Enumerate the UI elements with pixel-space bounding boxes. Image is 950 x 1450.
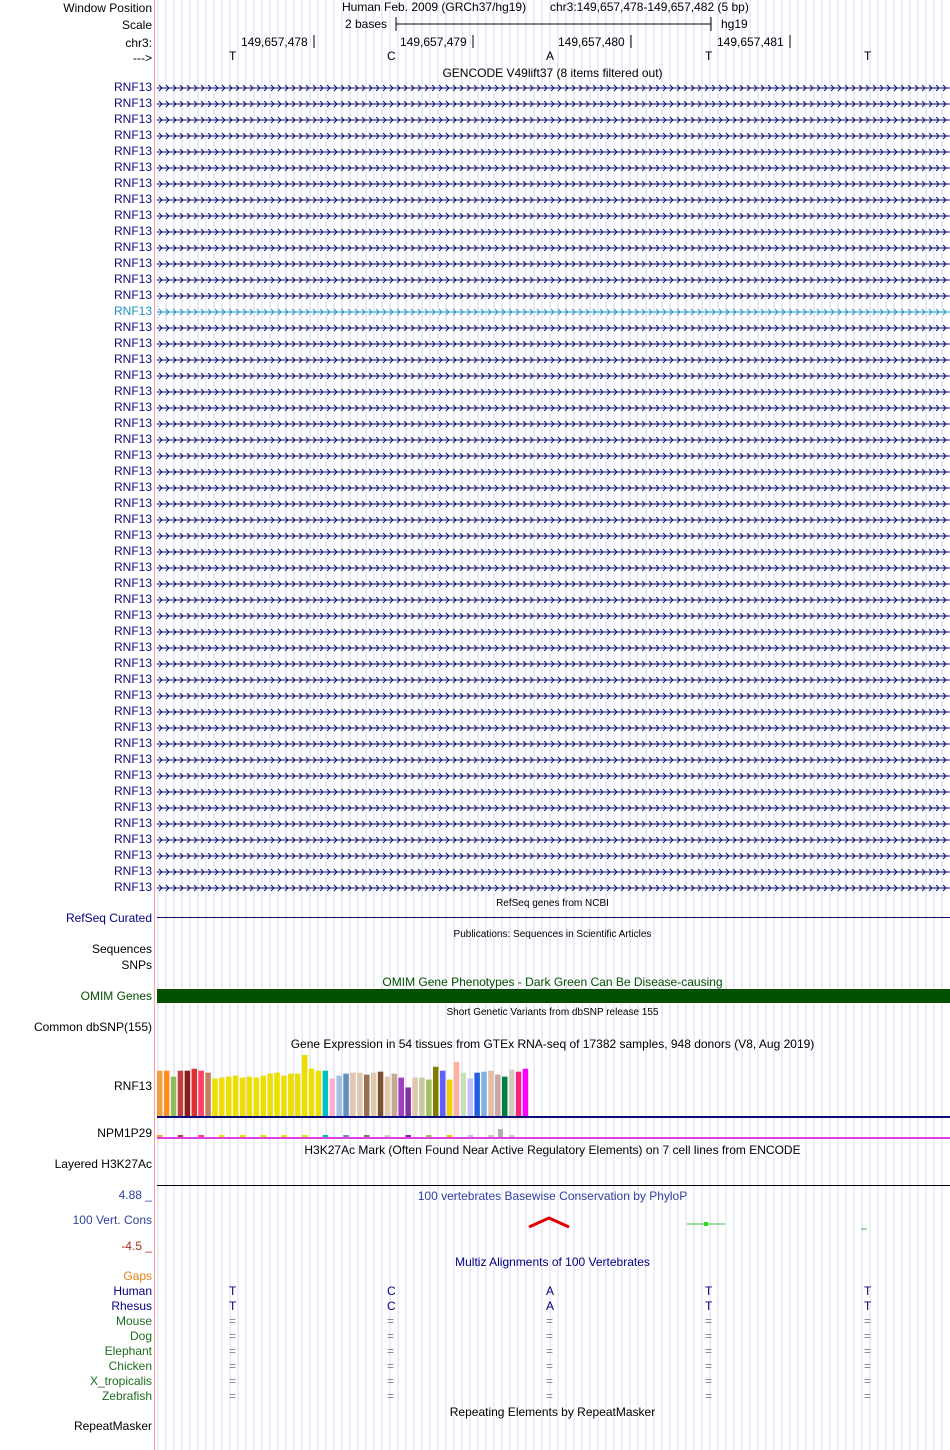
gtex-tissue-bar[interactable] [164,1071,170,1116]
gencode-transcript-label[interactable]: RNF13 [113,592,152,606]
gtex-tissue-bar[interactable] [498,1129,503,1137]
gtex-tissue-bar[interactable] [405,1087,411,1116]
gtex-tissue-bar[interactable] [205,1073,211,1116]
gencode-transcript-label[interactable]: RNF13 [113,320,152,334]
gtex-tissue-bar[interactable] [295,1074,301,1116]
gtex-track-title[interactable]: Gene Expression in 54 tissues from GTEx RNA-seq of 17382 samples, 948 donors (V8, Aug 2019) [290,1037,815,1051]
gtex-tissue-bar[interactable] [433,1067,439,1116]
region-text[interactable]: chr3:149,657,478-149,657,482 (5 bp) [550,0,749,14]
gencode-transcript-label[interactable]: RNF13 [113,288,152,302]
base-letter: C [387,49,396,63]
alignment-base: = [705,1374,713,1388]
gtex-track[interactable] [155,1050,950,1142]
gtex-tissue-bar[interactable] [461,1073,467,1116]
coord-label: 149,657,480 [558,35,625,49]
gencode-transcript-label[interactable]: RNF13 [113,336,152,350]
alignment-base: = [864,1344,872,1358]
gencode-transcript-label[interactable]: RNF13 [113,176,152,190]
gtex-tissue-bar[interactable] [330,1079,336,1116]
gencode-transcript-label[interactable]: RNF13 [113,848,152,862]
gencode-transcript-label[interactable]: RNF13 [113,640,152,654]
gtex-tissue-bar[interactable] [495,1075,501,1116]
gtex-tissue-bar[interactable] [281,1135,287,1137]
gtex-tissue-bar[interactable] [364,1135,370,1137]
gtex-tissue-bar[interactable] [364,1075,370,1116]
gtex-tissue-bar[interactable] [447,1080,453,1116]
alignment-base: = [387,1344,395,1358]
gtex-tissue-bar[interactable] [454,1062,460,1116]
gtex-tissue-bar[interactable] [378,1072,384,1116]
coord-label: 149,657,479 [400,35,467,49]
gencode-transcript-label[interactable]: RNF13 [113,880,152,894]
species-label[interactable]: Zebrafish [101,1389,152,1403]
gencode-transcript-label[interactable]: RNF13 [113,112,152,126]
gtex-tissue-bar[interactable] [516,1072,522,1116]
gtex-tissue-bar[interactable] [343,1074,349,1116]
gtex-tissue-bar[interactable] [219,1078,225,1116]
alignment-base: T [864,1284,872,1298]
alignment-base: = [229,1314,237,1328]
gtex-tissue-bar[interactable] [198,1135,204,1137]
gencode-transcript-label[interactable]: RNF13 [113,512,152,526]
gtex-tissue-bar[interactable] [426,1080,432,1116]
repeatmasker-track-title[interactable]: Repeating Elements by RepeatMasker [449,1405,656,1419]
alignment-base: T [705,1284,713,1298]
gtex-tissue-bar[interactable] [240,1135,246,1137]
gencode-transcript-label[interactable]: RNF13 [113,560,152,574]
alignment-base: A [546,1284,555,1298]
gencode-transcript-label[interactable]: RNF13 [113,144,152,158]
gtex-tissue-bar[interactable] [523,1069,529,1116]
alignment-base: = [546,1359,554,1373]
alignment-base: = [546,1344,554,1358]
alignment-base: T [705,1299,713,1313]
publications-track-title[interactable]: Publications: Sequences in Scientific Articles [453,929,652,940]
chrom-label: chr3: [125,36,152,50]
coord-label: 149,657,478 [241,35,308,49]
gtex-tissue-bar[interactable] [212,1079,218,1116]
gtex-tissue-bar[interactable] [219,1135,225,1137]
alignment-base: = [229,1344,237,1358]
gencode-transcript-label[interactable]: RNF13 [113,800,152,814]
gtex-tissue-bar[interactable] [267,1074,273,1116]
gencode-transcript-label[interactable]: RNF13 [113,784,152,798]
phylop-peak [529,1218,569,1227]
alignment-base: = [387,1314,395,1328]
snps-label[interactable]: SNPs [121,958,152,972]
gtex-tissue-bar[interactable] [343,1135,349,1137]
base-letter: T [705,49,713,63]
refseq-label[interactable]: RefSeq Curated [65,911,152,925]
gtex-tissue-bar[interactable] [336,1076,342,1116]
alignment-base: = [546,1389,554,1403]
gencode-transcript-label[interactable]: RNF13 [113,720,152,734]
species-label[interactable]: X_tropicalis [89,1374,152,1388]
gtex-tissue-bar[interactable] [440,1071,446,1116]
alignment-base: = [864,1329,872,1343]
gencode-transcript-label[interactable]: RNF13 [113,208,152,222]
phylop-track-title[interactable]: 100 vertebrates Basewise Conservation by PhyloP [417,1189,688,1203]
gtex-tissue-bar[interactable] [474,1073,480,1116]
gtex-tissue-bar[interactable] [233,1076,239,1116]
gencode-transcript-label[interactable]: RNF13 [113,496,152,510]
gencode-transcript-label[interactable]: RNF13 [113,688,152,702]
db-text: hg19 [721,17,748,31]
alignment-base: = [546,1329,554,1343]
gencode-transcript-label[interactable]: RNF13 [113,368,152,382]
gtex-gene-label[interactable]: RNF13 [113,1079,152,1093]
gtex-tissue-bar[interactable] [157,1135,163,1137]
scale-text: 2 bases [345,17,388,31]
gtex-tissue-bar[interactable] [309,1069,315,1116]
phylop-mark [704,1222,708,1226]
gtex-tissue-bar[interactable] [350,1073,356,1116]
gtex-tissue-bar[interactable] [323,1071,329,1116]
gtex-tissue-bar[interactable] [468,1135,474,1137]
gencode-transcript-label[interactable]: RNF13 [113,432,152,446]
gencode-transcript-label[interactable]: RNF13 [113,96,152,110]
gtex-tissue-bar[interactable] [509,1070,515,1116]
alignment-base: C [387,1284,396,1298]
alignment-base: = [387,1374,395,1388]
species-label[interactable]: Rhesus [111,1299,152,1313]
gencode-transcript-label[interactable]: RNF13 [113,160,152,174]
alignment-base: = [864,1389,872,1403]
gtex-gene-label[interactable]: NPM1P29 [97,1126,152,1140]
gencode-transcript-label[interactable]: RNF13 [113,128,152,142]
gencode-transcript-label[interactable]: RNF13 [113,448,152,462]
gencode-transcript-label[interactable]: RNF13 [113,624,152,638]
gtex-tissue-bar[interactable] [261,1135,267,1137]
gtex-tissue-bar[interactable] [447,1135,453,1137]
gencode-transcript-label[interactable]: RNF13 [113,608,152,622]
refseq-track-title[interactable]: RefSeq genes from NCBI [496,898,609,909]
gtex-tissue-bar[interactable] [385,1135,391,1137]
phylop-min-label: -4.5 _ [121,1239,152,1253]
species-label[interactable]: Dog [129,1329,152,1343]
gaps-label[interactable]: Gaps [123,1269,152,1283]
gtex-tissue-bar[interactable] [371,1073,377,1116]
scale-label: Scale [121,18,152,32]
gtex-tissue-bar[interactable] [385,1077,391,1116]
gencode-transcript-label[interactable]: RNF13 [113,272,152,286]
gtex-tissue-bar[interactable] [399,1078,405,1116]
base-letter: T [864,49,872,63]
gencode-transcript-label[interactable]: RNF13 [113,816,152,830]
phylop-max-label: 4.88 _ [118,1188,152,1202]
gencode-transcript-label[interactable]: RNF13 [113,240,152,254]
alignment-base: = [705,1344,713,1358]
gtex-tissue-bar[interactable] [178,1071,184,1116]
gencode-transcript-label[interactable]: RNF13 [113,256,152,270]
gtex-tissue-bar[interactable] [171,1077,177,1116]
gtex-tissue-bar[interactable] [392,1074,398,1116]
gtex-tissue-bar[interactable] [185,1071,191,1116]
alignment-base: = [864,1314,872,1328]
gtex-tissue-bar[interactable] [192,1069,198,1116]
alignment-base: = [546,1314,554,1328]
gtex-tissue-bar[interactable] [247,1077,253,1116]
gencode-transcript-label[interactable]: RNF13 [113,672,152,686]
base-letter: A [546,49,555,63]
gtex-tissue-bar[interactable] [302,1055,308,1116]
gencode-transcript-label[interactable]: RNF13 [113,480,152,494]
gencode-transcript-label[interactable]: RNF13 [113,544,152,558]
gencode-track[interactable] [157,80,950,896]
refseq-line[interactable] [157,917,950,918]
gtex-tissue-bar[interactable] [357,1073,363,1116]
species-label[interactable]: Chicken [108,1359,152,1373]
gencode-transcript-label[interactable]: RNF13 [113,752,152,766]
alignment-base: = [229,1329,237,1343]
phylop-label[interactable]: 100 Vert. Cons [72,1213,152,1227]
alignment-base: A [546,1299,555,1313]
strand-label: ---> [133,51,152,65]
gtex-tissue-bar[interactable] [261,1076,267,1116]
gencode-transcript-label[interactable]: RNF13 [113,80,152,94]
gencode-transcript-label[interactable]: RNF13 [113,400,152,414]
gtex-tissue-bar[interactable] [468,1079,474,1116]
gtex-tissue-bar[interactable] [481,1072,487,1116]
alignment-base: C [387,1299,396,1313]
phylop-track[interactable] [155,1205,950,1255]
gtex-tissue-bar[interactable] [502,1077,508,1116]
alignment-base: = [229,1374,237,1388]
alignment-base: = [705,1389,713,1403]
h3k27ac-track-title[interactable]: H3K27Ac Mark (Often Found Near Active Regulatory Elements) on 7 cell lines from ENCODE [304,1143,801,1157]
gencode-transcript-label[interactable]: RNF13 [113,768,152,782]
gtex-tissue-bar[interactable] [281,1076,287,1116]
species-label[interactable]: Human [113,1284,152,1298]
gencode-track-title[interactable]: GENCODE V49lift37 (8 items filtered out) [442,66,663,80]
gtex-tissue-bar[interactable] [288,1074,294,1116]
alignment-base: T [864,1299,872,1313]
gtex-tissue-bar[interactable] [316,1071,322,1116]
alignment-base: = [864,1374,872,1388]
alignment-base: = [705,1329,713,1343]
alignment-base: = [705,1314,713,1328]
gtex-tissue-bar[interactable] [488,1071,494,1116]
species-label[interactable]: Mouse [115,1314,152,1328]
omim-bar[interactable] [157,989,950,1003]
gtex-tissue-bar[interactable] [488,1135,494,1137]
gtex-tissue-bar[interactable] [509,1135,515,1137]
gencode-transcript-label[interactable]: RNF13 [113,704,152,718]
alignment-base: = [546,1374,554,1388]
alignment-base: = [387,1329,395,1343]
alignment-base: T [229,1299,237,1313]
gtex-tissue-bar[interactable] [419,1078,425,1116]
alignment-base: = [387,1359,395,1373]
gencode-transcript-label[interactable]: RNF13 [113,832,152,846]
gtex-tissue-bar[interactable] [405,1135,411,1137]
gencode-transcript-label[interactable]: RNF13 [113,304,152,318]
species-label[interactable]: Elephant [104,1344,152,1358]
h3k27ac-baseline [157,1185,950,1186]
alignment-base: = [229,1389,237,1403]
gtex-tissue-bar[interactable] [226,1077,232,1116]
gencode-transcript-label[interactable]: RNF13 [113,656,152,670]
multiz-track-title[interactable]: Multiz Alignments of 100 Vertebrates [455,1255,650,1269]
alignment-base: = [387,1389,395,1403]
gencode-transcript-label[interactable]: RNF13 [113,864,152,878]
gtex-tissue-bar[interactable] [302,1135,308,1137]
gtex-tissue-bar[interactable] [274,1073,280,1116]
gtex-tissue-bar[interactable] [426,1135,432,1137]
alignment-base: = [229,1359,237,1373]
gencode-transcript-label[interactable]: RNF13 [113,576,152,590]
gtex-tissue-bar[interactable] [178,1135,184,1137]
gtex-tissue-bar[interactable] [323,1135,329,1137]
coord-label: 149,657,481 [717,35,784,49]
omim-label[interactable]: OMIM Genes [80,989,152,1003]
alignment-base: T [229,1284,237,1298]
dbsnp-track-title[interactable]: Short Genetic Variants from dbSNP release 155 [446,1007,659,1018]
gencode-transcript-label[interactable]: RNF13 [113,224,152,238]
gtex-tissue-bar[interactable] [254,1078,260,1116]
gencode-transcript-label[interactable]: RNF13 [113,736,152,750]
gencode-transcript-label[interactable]: RNF13 [113,384,152,398]
window-position-label: Window Position [63,1,152,15]
gencode-transcript-label[interactable]: RNF13 [113,528,152,542]
dbsnp-label[interactable]: Common dbSNP(155) [33,1020,152,1034]
omim-track-title[interactable]: OMIM Gene Phenotypes - Dark Green Can Be Disease-causing [382,975,723,989]
gencode-transcript-label[interactable]: RNF13 [113,416,152,430]
publications-label[interactable]: Sequences [91,942,152,956]
gtex-tissue-bar[interactable] [240,1078,246,1116]
gencode-transcript-label[interactable]: RNF13 [113,352,152,366]
alignment-base: = [864,1359,872,1373]
assembly-text: Human Feb. 2009 (GRCh37/hg19) [342,0,527,14]
repeatmasker-label[interactable]: RepeatMasker [73,1419,152,1433]
gencode-transcript-label[interactable]: RNF13 [113,464,152,478]
h3k27ac-label[interactable]: Layered H3K27Ac [54,1157,152,1171]
gtex-tissue-bar[interactable] [412,1078,418,1116]
base-letter: T [229,49,237,63]
gtex-tissue-bar[interactable] [198,1071,204,1116]
alignment-base: = [705,1359,713,1373]
gencode-transcript-label[interactable]: RNF13 [113,192,152,206]
gtex-tissue-bar[interactable] [157,1071,163,1116]
